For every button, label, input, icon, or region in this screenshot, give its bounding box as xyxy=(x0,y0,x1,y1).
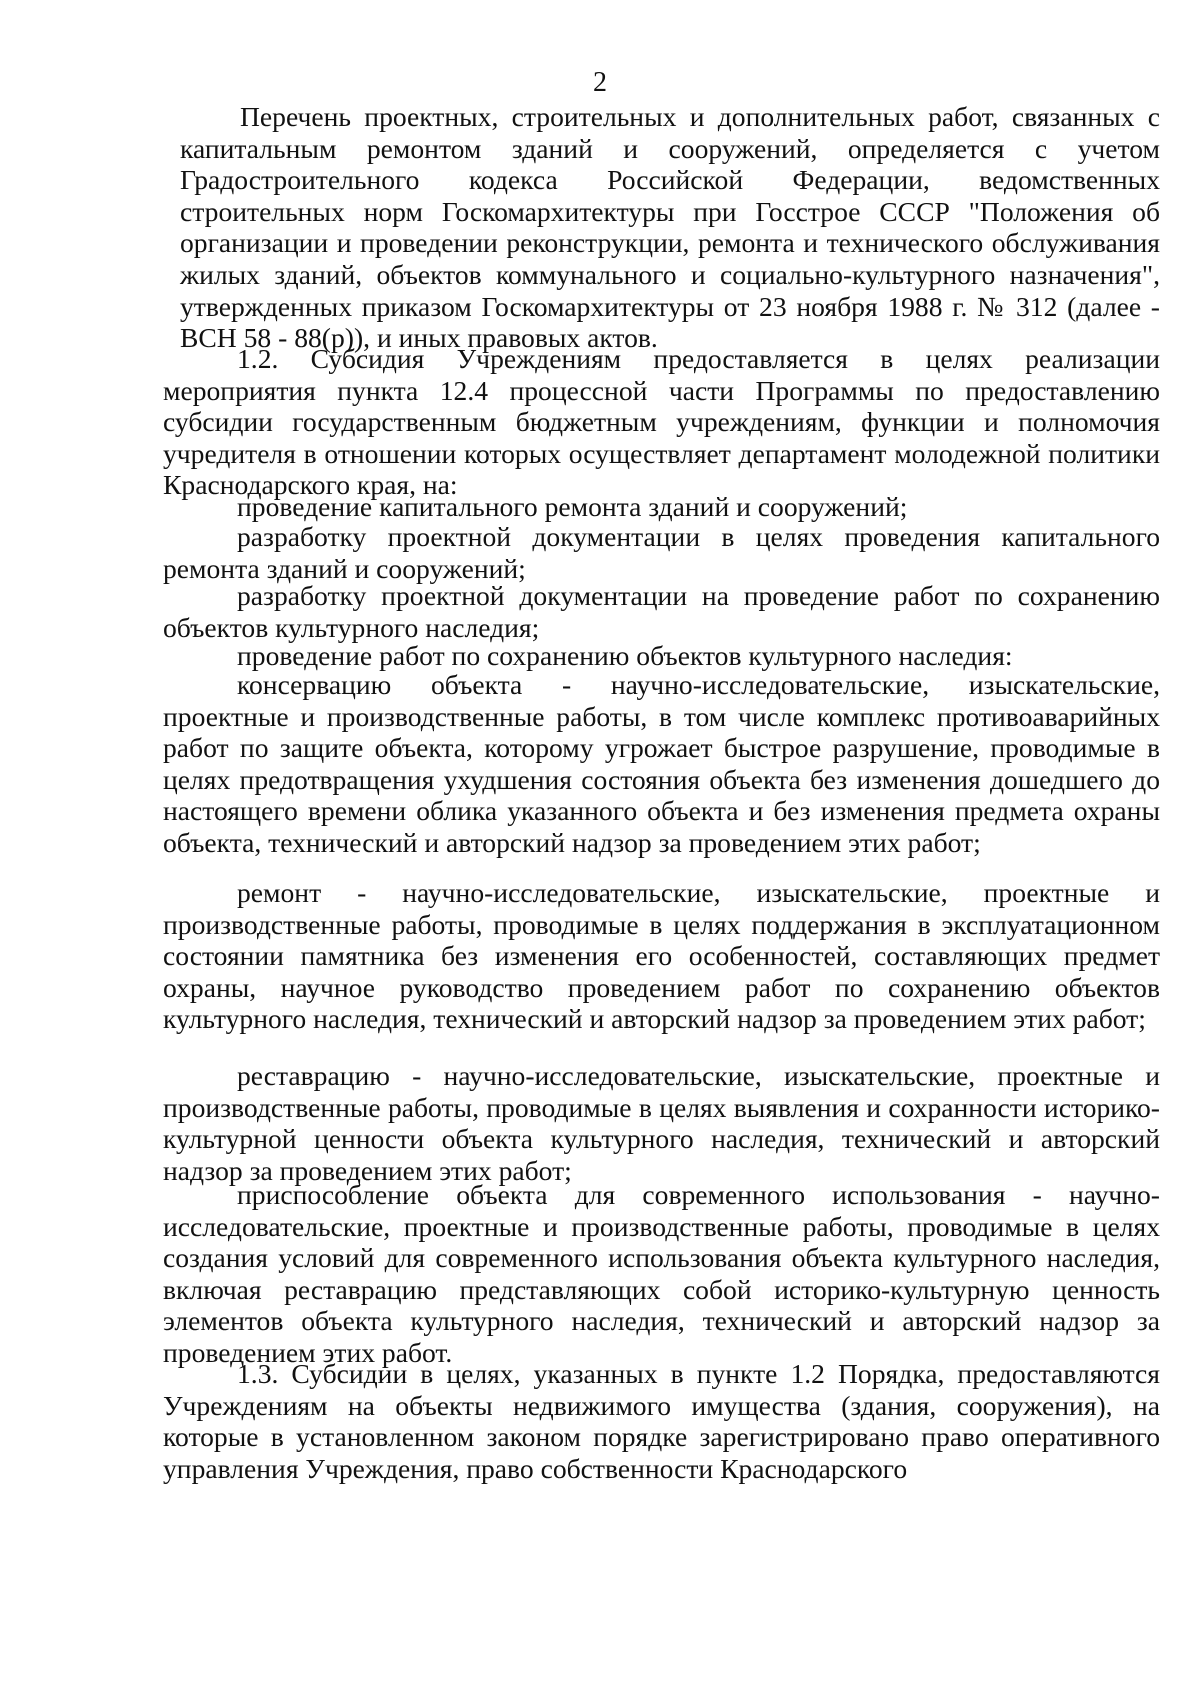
list-item-design-docs-heritage: разработку проектной документации на проведение работ по сохранению объектов культурного наследия; xyxy=(163,580,1160,643)
list-item-design-docs-repair: разработку проектной документации в целях проведения капитального ремонта зданий и сооружений; xyxy=(163,521,1160,584)
paragraph-1-3-subsidy-objects: 1.3. Субсидии в целях, указанных в пункте 1.2 Порядка, предоставляются Учреждениям на объекты недвижимого имущества (здания, сооружения), на которые в установленном законом порядке зарегистрировано право оперативного управления Учреждения, право собственности Краснодарского xyxy=(163,1358,1160,1484)
definition-adaptation: приспособление объекта для современного использования - научно-исследовательские, проектные и производственные работы, проводимые в целях создания условий для современного использования объекта культурного наследия, включая реставрацию представляющих собой историко-культурную ценность элементов объекта культурного наследия, технический и авторский надзор за проведением этих работ. xyxy=(163,1179,1160,1368)
page-number: 2 xyxy=(593,67,607,98)
list-item-capital-repair: проведение капитального ремонта зданий и сооружений; xyxy=(237,491,908,522)
paragraph-project-works-list: Перечень проектных, строительных и дополнительных работ, связанных с капитальным ремонтом зданий и сооружений, определяется с учетом Градостроительного кодекса Российской Федерации, ведомственных строительных норм Госкомархитектуры при Госстрое СССР "Положения об организации и проведении реконструкции, ремонта и технического обслуживания жилых зданий, объектов коммунального и социально-культурного назначения", утвержденных приказом Госкомархитектуры от 23 ноября 1988 г. № 312 (далее - ВСН 58 - 88(р)), и иных правовых актов. xyxy=(180,101,1160,354)
paragraph-1-2-subsidy-purpose: 1.2. Субсидия Учреждениям предоставляется в целях реализации мероприятия пункта 12.4 процессной части Программы по предоставлению субсидии государственным бюджетным учреждениям, функции и полномочия учредителя в отношении которых осуществляет департамент молодежной политики Краснодарского края, на: xyxy=(163,343,1160,501)
definition-repair: ремонт - научно-исследовательские, изыскательские, проектные и производственные работы, проводимые в целях поддержания в эксплуатационном состоянии памятника без изменения его особенностей, составляющих предмет охраны, научное руководство проведением работ по сохранению объектов культурного наследия, технический и авторский надзор за проведением этих работ; xyxy=(163,877,1160,1035)
definition-restoration: реставрацию - научно-исследовательские, изыскательские, проектные и производственные работы, проводимые в целях выявления и сохранности историко-культурной ценности объекта культурного наследия, технический и авторский надзор за проведением этих работ; xyxy=(163,1060,1160,1186)
definition-conservation: консервацию объекта - научно-исследовательские, изыскательские, проектные и производственные работы, в том числе комплекс противоаварийных работ по защите объекта, которому угрожает быстрое разрушение, проводимые в целях предотвращения ухудшения состояния объекта без изменения дошедшего до настоящего времени облика указанного объекта и без изменения предмета охраны объекта, технический и авторский надзор за проведением этих работ; xyxy=(163,669,1160,858)
list-item-heritage-preservation: проведение работ по сохранению объектов культурного наследия: xyxy=(237,640,1013,671)
